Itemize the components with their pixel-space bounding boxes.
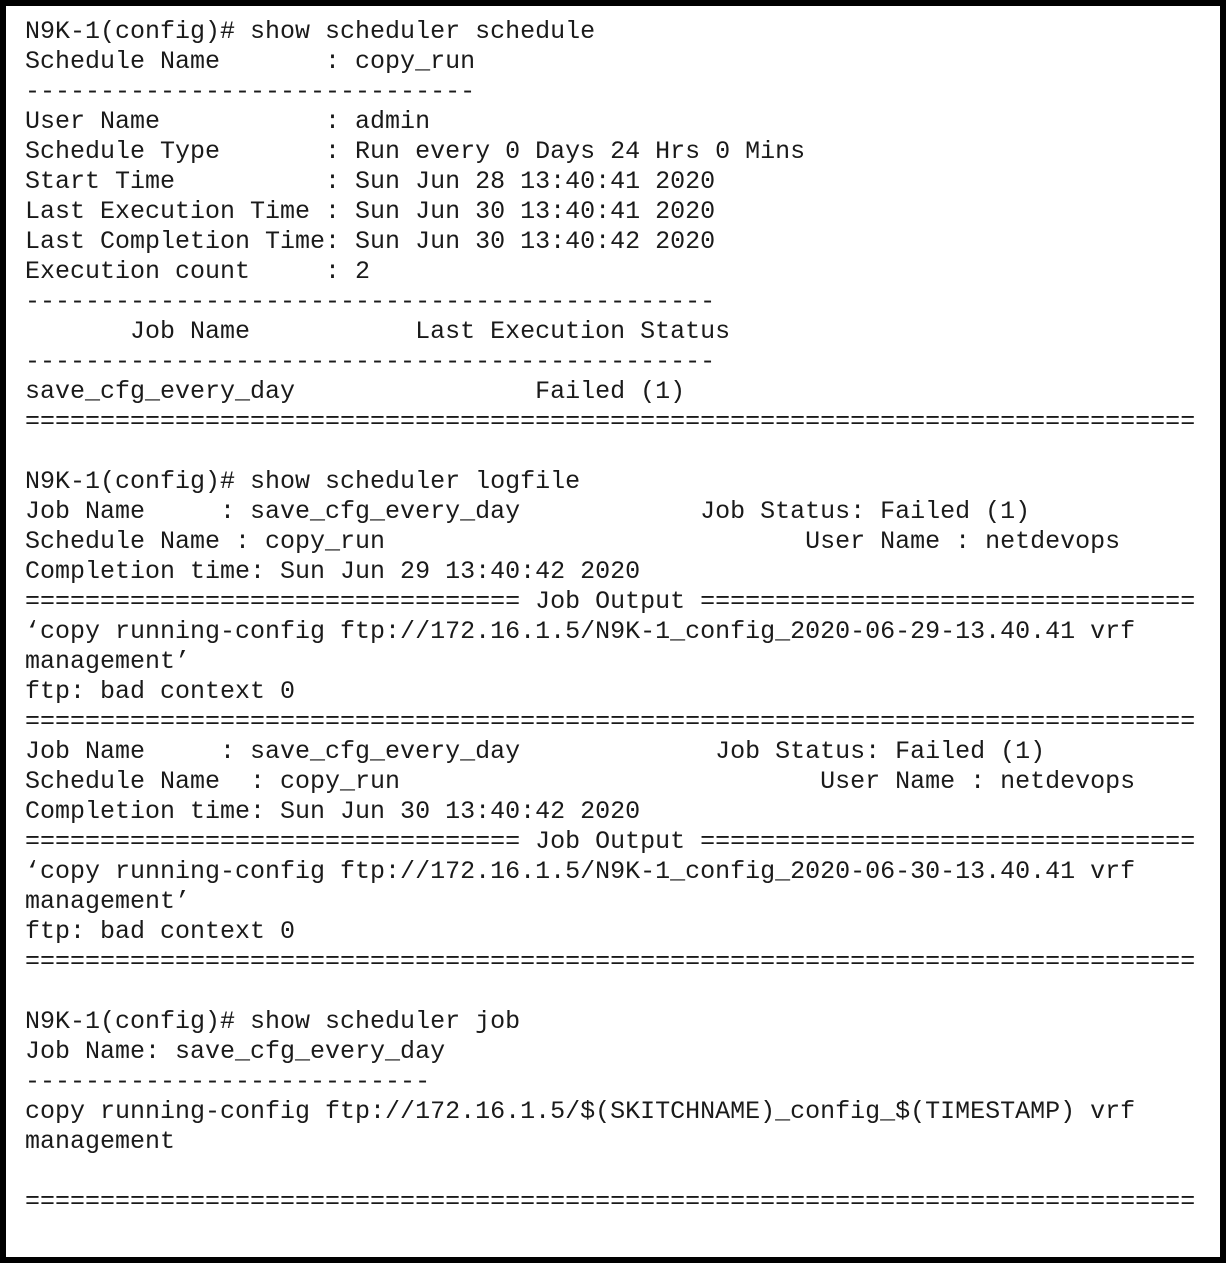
double-separator-line: ==============================================================================: [25, 707, 1196, 736]
job-output-line: ‘copy running-config ftp://172.16.1.5/N9K-1_config_2020-06-29-13.40.41 vrf: [25, 617, 1136, 646]
separator-line: ------------------------------: [25, 77, 476, 106]
command-prompt-line: N9K-1(config)# show scheduler logfile: [25, 467, 581, 496]
separator-line: ----------------------------------------------: [25, 287, 716, 316]
log-job-name-line: Job Name : save_cfg_every_day Job Status: Failed (1): [25, 737, 1046, 766]
job-output-separator: ================================= Job Output =================================: [25, 587, 1196, 616]
separator-line: ----------------------------------------------: [25, 347, 716, 376]
log-completion-time-line: Completion time: Sun Jun 29 13:40:42 2020: [25, 557, 641, 586]
double-separator-line: ==============================================================================: [25, 1187, 1196, 1216]
terminal-output: [25, 17, 1215, 1217]
execution-count-line: Execution count : 2: [25, 257, 371, 286]
log-schedule-name-line: Schedule Name : copy_run User Name : netdevops: [25, 527, 1121, 556]
schedule-type-line: Schedule Type : Run every 0 Days 24 Hrs 0 Mins: [25, 137, 806, 166]
job-command-line: copy running-config ftp://172.16.1.5/$(SKITCHNAME)_config_$(TIMESTAMP) vrf: [25, 1097, 1136, 1126]
job-output-error-line: ftp: bad context 0: [25, 917, 296, 946]
log-job-name-line: Job Name : save_cfg_every_day Job Status: Failed (1): [25, 497, 1031, 526]
schedule-name-line: Schedule Name : copy_run: [25, 47, 476, 76]
last-execution-time-line: Last Execution Time : Sun Jun 30 13:40:41 2020: [25, 197, 716, 226]
blank-line: [25, 977, 1215, 1007]
separator-line: ---------------------------: [25, 1067, 431, 1096]
start-time-line: Start Time : Sun Jun 28 13:40:41 2020: [25, 167, 716, 196]
last-completion-time-line: Last Completion Time: Sun Jun 30 13:40:42 2020: [25, 227, 716, 256]
job-output-line: ‘copy running-config ftp://172.16.1.5/N9K-1_config_2020-06-30-13.40.41 vrf: [25, 857, 1136, 886]
job-command-line: management: [25, 1127, 176, 1156]
command-prompt-line: N9K-1(config)# show scheduler schedule: [25, 17, 596, 46]
blank-line: [25, 1157, 1215, 1187]
double-separator-line: ==============================================================================: [25, 947, 1196, 976]
job-output-line: management’: [25, 647, 191, 676]
job-table-header: Job Name Last Execution Status: [25, 317, 731, 346]
blank-line: [25, 437, 1215, 467]
job-output-line: management’: [25, 887, 191, 916]
double-separator-line: ==============================================================================: [25, 407, 1196, 436]
log-schedule-name-line: Schedule Name : copy_run User Name : netdevops: [25, 767, 1136, 796]
job-name-line: Job Name: save_cfg_every_day: [25, 1037, 446, 1066]
user-name-line: User Name : admin: [25, 107, 431, 136]
log-completion-time-line: Completion time: Sun Jun 30 13:40:42 2020: [25, 797, 641, 826]
job-output-error-line: ftp: bad context 0: [25, 677, 296, 706]
command-prompt-line: N9K-1(config)# show scheduler job: [25, 1007, 521, 1036]
job-table-row: save_cfg_every_day Failed (1): [25, 377, 686, 406]
job-output-separator: ================================= Job Output =================================: [25, 827, 1196, 856]
